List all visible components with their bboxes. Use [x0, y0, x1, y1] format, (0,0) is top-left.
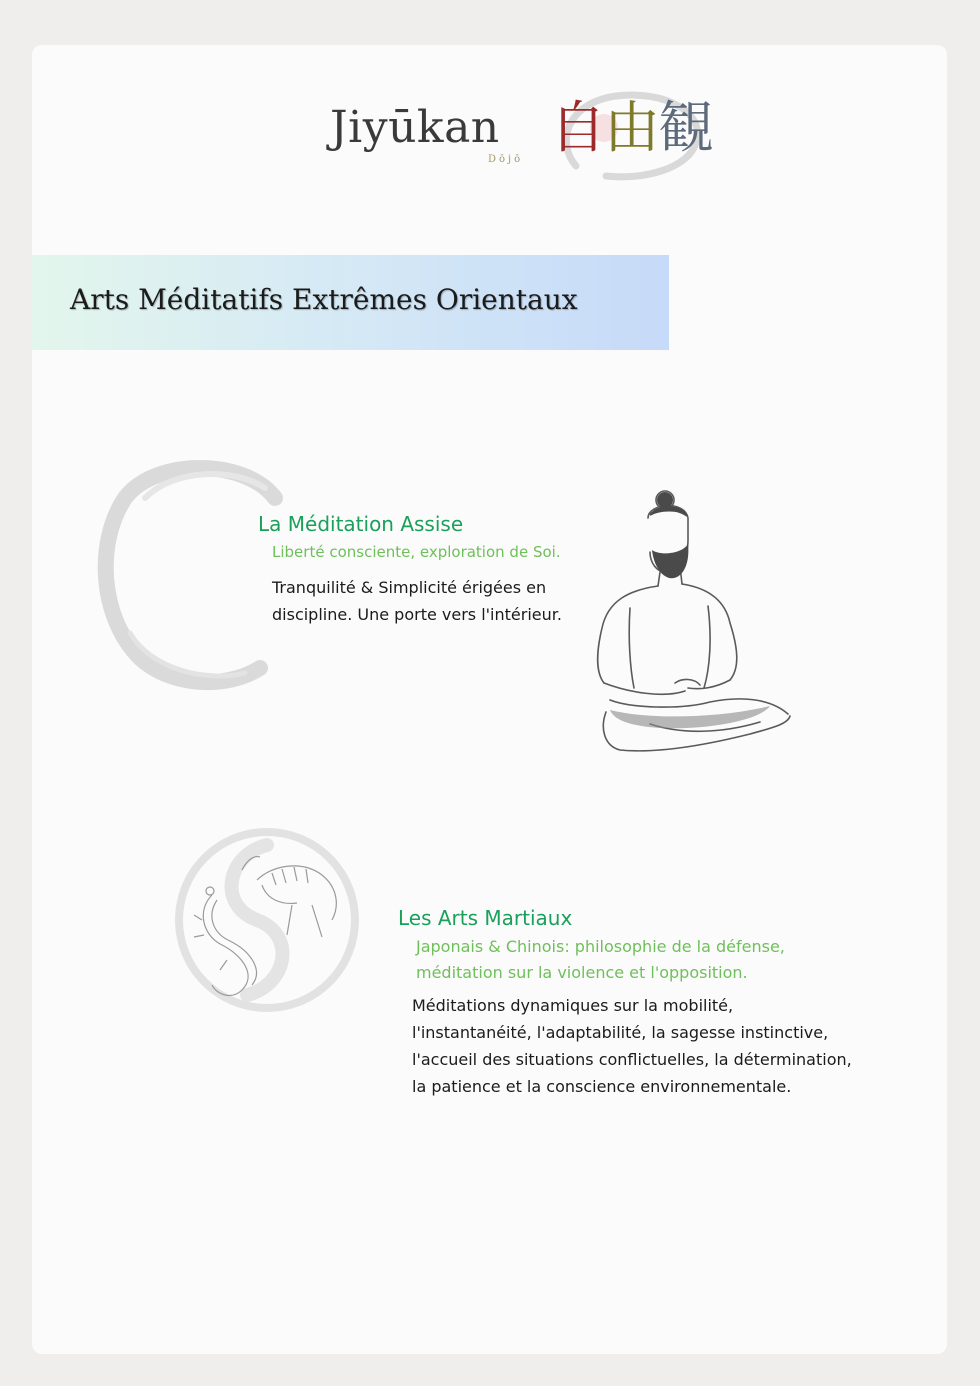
seated-meditator-illustration — [590, 488, 800, 763]
kanji-kan: 観 — [658, 96, 712, 161]
tiger-dragon-crest-icon — [172, 825, 362, 1015]
martial-arts-section-title: Les Arts Martiaux — [398, 906, 573, 930]
page-title: Arts Méditatifs Extrêmes Orientaux — [70, 283, 578, 316]
logo-wordmark: Jiyūkan — [330, 102, 500, 153]
logo-kanji — [550, 94, 712, 164]
enso-circle-icon — [95, 458, 295, 693]
title-band — [32, 255, 669, 350]
martial-arts-section-subtitle: Japonais & Chinois: philosophie de la défense, méditation sur la violence et l'opposition. — [416, 937, 785, 982]
martial-arts-section-body: Méditations dynamiques sur la mobilité, l'instantanéité, l'adaptabilité, la sagesse instinctive, l'accueil des situations conflictuelles, la détermination, la patience et la conscience environnementale. — [412, 996, 852, 1096]
logo-subtitle: Dōjō — [488, 154, 524, 165]
meditation-section-subtitle: Liberté consciente, exploration de Soi. — [272, 543, 561, 561]
page-card — [32, 45, 947, 1354]
jiyukan-logo — [328, 88, 728, 188]
kanji-ji: 自 — [550, 96, 604, 161]
kanji-yu: 由 — [604, 96, 658, 161]
meditation-section-title: La Méditation Assise — [258, 512, 464, 536]
meditation-section-body: Tranquilité & Simplicité érigées en discipline. Une porte vers l'intérieur. — [272, 578, 562, 624]
